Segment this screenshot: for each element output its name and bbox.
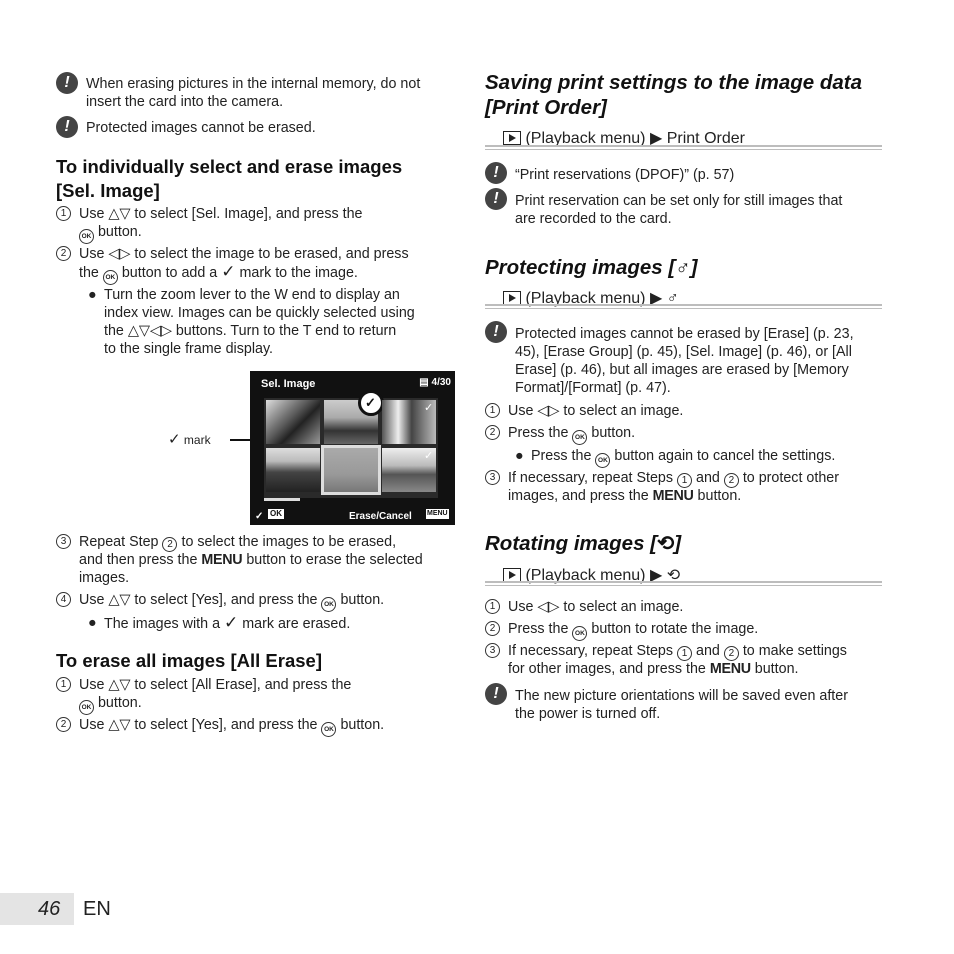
note-line: When erasing pictures in the internal memory, do not [86, 76, 421, 92]
page-number-box [0, 893, 74, 925]
memory-icon: ▤ [419, 377, 429, 388]
screen-title: Sel. Image [261, 378, 316, 390]
thumbnail-grid [264, 395, 438, 498]
thumbnail-cursor[interactable] [321, 445, 381, 495]
selected-check-icon: ✓ [365, 395, 376, 410]
step-number: 1 [56, 206, 71, 221]
step-ref-1: 1 [677, 473, 692, 488]
up-down-arrows-icon: △▽ [108, 717, 131, 733]
caution-icon: ! [56, 116, 78, 138]
four-way-arrows-icon: △▽◁▷ [127, 323, 172, 339]
step-ref-2: 2 [162, 537, 177, 552]
step-number: 1 [485, 599, 500, 614]
caution-icon: ! [485, 683, 507, 705]
ok-button-icon: OK [103, 270, 118, 285]
step-number: 3 [485, 643, 500, 658]
divider [485, 304, 882, 309]
step-number: 2 [485, 425, 500, 440]
menu-badge: MENU [427, 510, 448, 517]
section-title-print-order: Saving print settings to the image data [Print Order] [485, 71, 863, 119]
ok-button-icon: OK [79, 700, 94, 715]
check-mark-icon: ✓ [221, 262, 236, 281]
note-orientation: ! The new picture orientations will be saved even after the power is turned off. [485, 683, 885, 723]
arrow-right-icon: ▶ [649, 290, 663, 307]
note-dpof: ! “Print reservations (DPOF)” (p. 57) [485, 162, 885, 184]
menu-button-label: MENU [201, 552, 243, 568]
up-down-arrows-icon: △▽ [108, 206, 131, 222]
menu-button-label: MENU [709, 661, 751, 677]
caution-icon: ! [485, 321, 507, 343]
divider [485, 145, 882, 150]
step-number: 3 [56, 534, 71, 549]
screen-counter: ▤ 4/30 [419, 377, 451, 388]
playback-icon [503, 568, 521, 582]
note-print-reservation: ! Print reservation can be set only for still images that are recorded to the card. [485, 188, 885, 228]
caution-icon: ! [485, 188, 507, 210]
section-title-all-erase: To erase all images [All Erase] [56, 650, 322, 671]
step-number: 2 [56, 717, 71, 732]
up-down-arrows-icon: △▽ [108, 677, 131, 693]
rotate-icon: ⟲ [666, 567, 681, 584]
caution-icon: ! [56, 72, 78, 94]
menu-path-print-order: (Playback menu) ▶ Print Order [503, 129, 745, 149]
ok-button-icon: OK [79, 229, 94, 244]
menu-path-protect: (Playback menu) ▶ ♂ [503, 289, 679, 309]
step-number: 2 [485, 621, 500, 636]
up-down-arrows-icon: △▽ [108, 592, 131, 608]
camera-screen [250, 371, 455, 525]
caution-icon: ! [485, 162, 507, 184]
arrow-right-icon: ▶ [649, 130, 663, 147]
thumbnail[interactable] [266, 448, 320, 492]
note-protected [56, 116, 456, 138]
section-title-rotating: Rotating images [⟲] [485, 532, 682, 555]
ok-button-icon: OK [572, 626, 587, 641]
step-ref-2: 2 [724, 473, 739, 488]
erase-cancel-label: Erase/Cancel [349, 511, 412, 522]
step-number: 3 [485, 470, 500, 485]
step-number: 4 [56, 592, 71, 607]
menu-path-rotate: (Playback menu) ▶ ⟲ [503, 566, 680, 586]
mark-label: mark [183, 433, 211, 447]
menu-button-label: MENU [652, 488, 694, 504]
check-mark-icon: ✓ [224, 613, 239, 632]
step-number: 2 [56, 246, 71, 261]
language-label: EN [83, 898, 111, 920]
arrow-right-icon: ▶ [649, 567, 663, 584]
note-internal-memory [56, 72, 456, 112]
step-ref-1: 1 [677, 646, 692, 661]
step-number: 1 [56, 677, 71, 692]
thumbnail-check-icon: ✓ [424, 450, 434, 462]
note-protected-erase: ! Protected images cannot be erased by [Erase] (p. 23, 45), [Erase Group] (p. 45), [Sel. Image] (p. 46), or [All Erase] (p. 46), but all images are erased by [Memory Format]/[Format] (p. 47). [485, 321, 885, 397]
ok-button-icon: OK [572, 430, 587, 445]
check-mark-icon: ✓ [168, 431, 181, 448]
ok-button-icon: OK [321, 722, 336, 737]
playback-icon [503, 131, 521, 145]
left-right-arrows-icon: ◁▷ [537, 599, 560, 615]
playback-icon [503, 291, 521, 305]
rotate-icon: ⟲ [657, 532, 675, 555]
scroll-bar [264, 498, 300, 501]
protect-icon: ♂ [675, 256, 691, 279]
ok-badge: OK [270, 509, 282, 518]
check-mark-icon: ✓ [255, 511, 264, 522]
protect-icon: ♂ [666, 290, 679, 307]
note-text: Protected images cannot be erased. [86, 120, 316, 136]
step-number: 1 [485, 403, 500, 418]
section-title-sel-image: To individually select and erase images [Sel. Image] [56, 156, 403, 201]
thumbnail[interactable] [266, 400, 320, 444]
left-right-arrows-icon: ◁▷ [108, 246, 131, 262]
note-line: insert the card into the camera. [86, 94, 284, 110]
thumbnail-check-icon: ✓ [424, 402, 434, 414]
page-number: 46 [38, 898, 61, 920]
step-ref-2: 2 [724, 646, 739, 661]
divider [485, 581, 882, 586]
left-right-arrows-icon: ◁▷ [537, 403, 560, 419]
section-title-protecting: Protecting images [♂] [485, 256, 698, 279]
ok-button-icon: OK [595, 453, 610, 468]
ok-button-icon: OK [321, 597, 336, 612]
screen-footer [250, 507, 455, 525]
